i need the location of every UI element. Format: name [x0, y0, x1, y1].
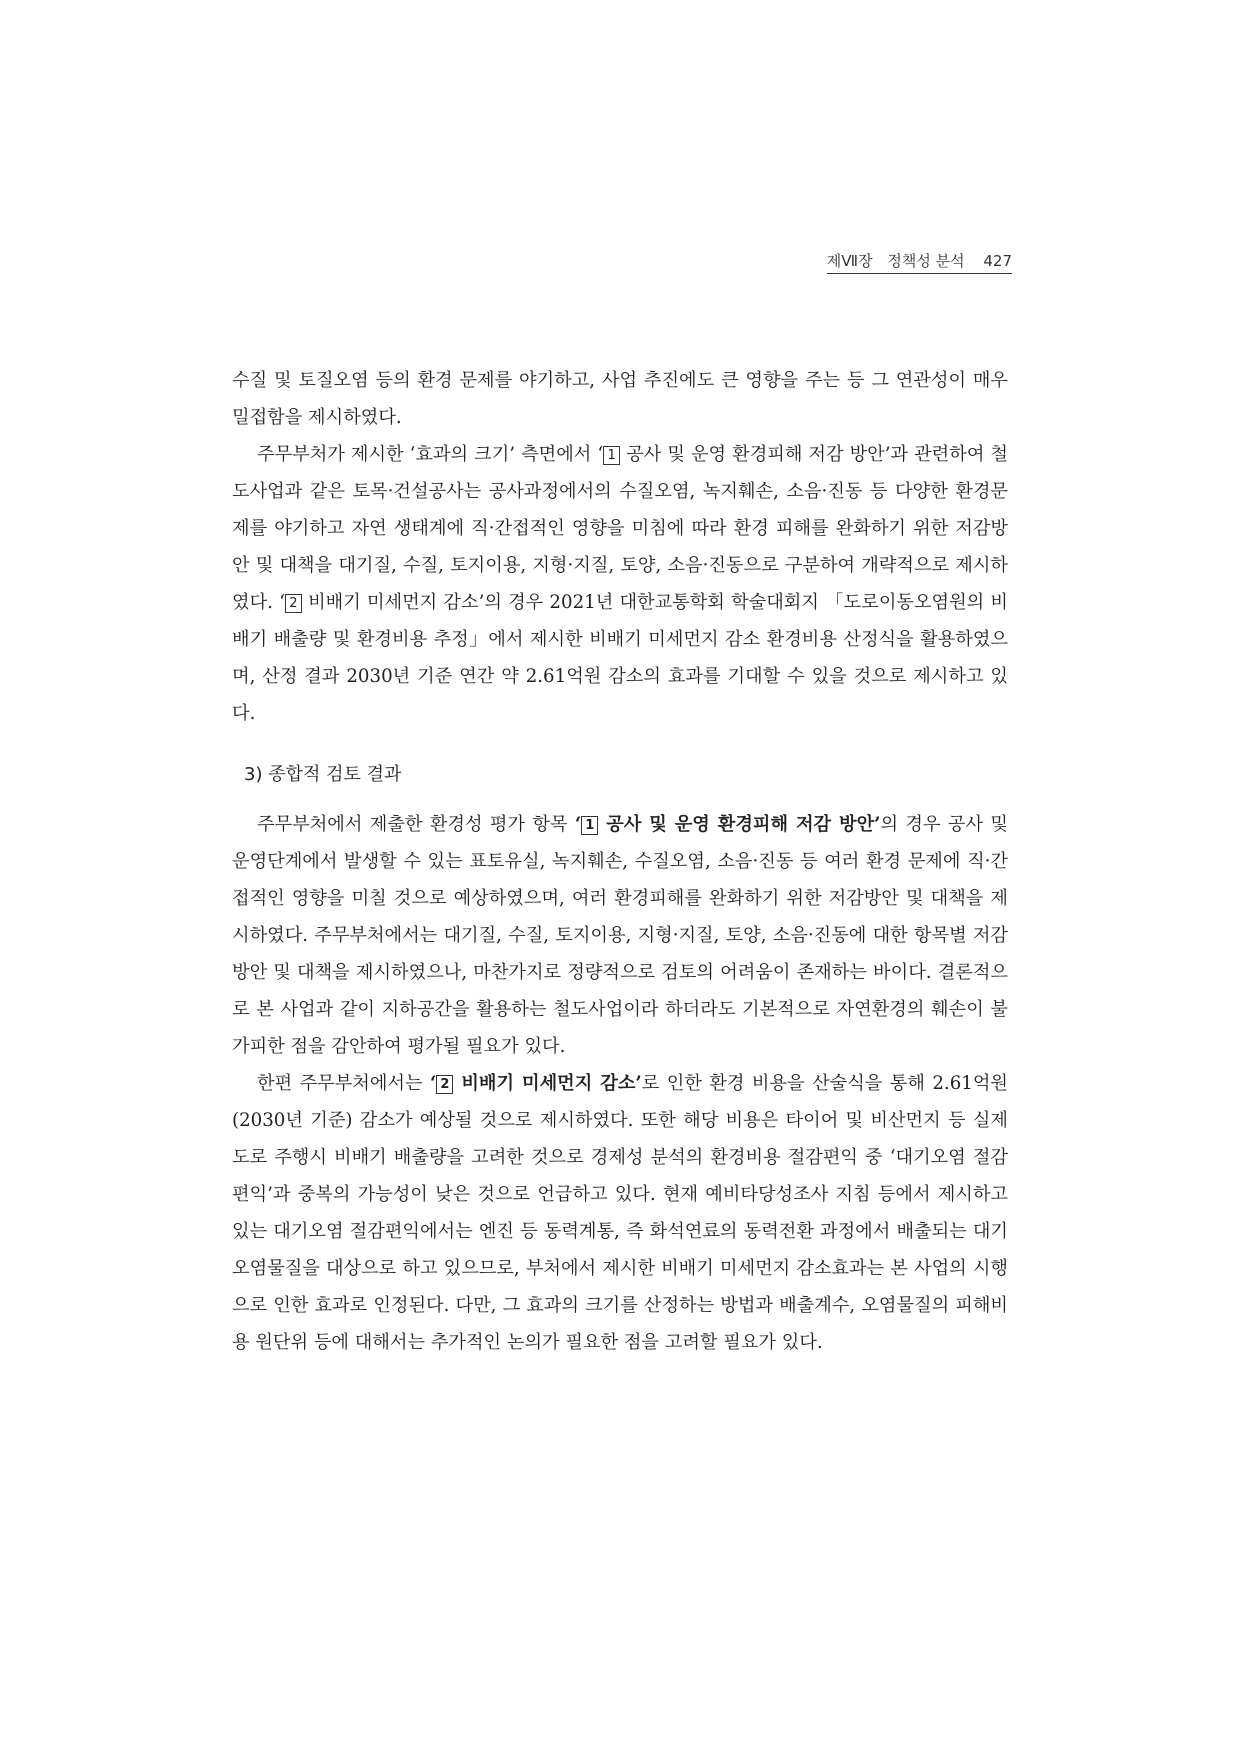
emphasis-open-quote: ‘	[430, 1073, 437, 1094]
paragraph-2-text-a: 주무부처가 제시한 ‘효과의 크기’ 측면에서 ‘	[257, 444, 604, 465]
emphasis-open-quote: ‘	[574, 814, 582, 835]
paragraph-4-emphasis	[430, 1073, 642, 1094]
emphasis-text: 비배기 미세먼지 감소’	[453, 1073, 642, 1094]
section-title: 정책성 분석	[887, 252, 965, 270]
paragraph-4-text-b: 로 인한 환경 비용을 산술식을 통해 2.61억원(2030년 기준) 감소가 예상될 것으로 제시하였다. 또한 해당 비용은 타이어 및 비산먼지 등 실제 도로 주행시 비배기 배출량을 고려한 것으로 경제성 분석의 환경비용 절감편익 중 ‘대기오염 절감편익’과 중복의 가능성이 낮은 것으로 언급하고 있다. 현재 예비타당성조사 지침 등에서 제시하고 있는 대기오염 절감편익에서는 엔진 등 동력계통, 즉 화석연료의 동력전환 과정에서 배출되는 대기오염물질을 대상으로 하고 있으므로, 부처에서 제시한 비배기 미세먼지 감소효과는 본 사업의 시행으로 인한 효과로 인정된다. 다만, 그 효과의 크기를 산정하는 방법과 배출계수, 오염물질의 피해비용 원단위 등에 대해서는 추가적인 논의가 필요한 점을 고려할 필요가 있다.	[232, 1073, 1008, 1353]
emphasis-text: 공사 및 운영 환경피해 저감 방안’	[598, 814, 881, 835]
paragraph-4	[232, 1065, 1008, 1361]
page-number: 427	[983, 252, 1012, 270]
paragraph-3-text-a: 주무부처에서 제출한 환경성 평가 항목	[257, 814, 575, 835]
paragraph-2-text-b: 공사 및 운영 환경피해 저감 방안’과 관련하여 철도사업과 같은 토목·건설공사는 공사과정에서의 수질오염, 녹지훼손, 소음·진동 등 다양한 환경문제를 야기하고 자연 생태계에 직·간접적인 영향을 미침에 따라 환경 피해를 완화하기 위한 저감방안 및 대책을 대기질, 수질, 토지이용, 지형·지질, 토양, 소음·진동으로 구분하여 개략적으로 제시하였다. ‘	[232, 444, 1008, 613]
item-2-box: 2	[436, 1075, 453, 1094]
body-text	[232, 362, 1008, 1361]
chapter-label: 제Ⅶ장	[826, 252, 873, 270]
section-heading: 3) 종합적 검토 결과	[244, 764, 402, 785]
paragraph-1	[232, 362, 1008, 436]
paragraph-1-text: 수질 및 토질오염 등의 환경 문제를 야기하고, 사업 추진에도 큰 영향을 주는 등 그 연관성이 매우 밀접함을 제시하였다.	[232, 370, 1008, 428]
item-2-box: 2	[285, 594, 302, 613]
paragraph-4-text-a: 한편 주무부처에서는	[257, 1073, 430, 1094]
paragraph-2	[232, 436, 1008, 732]
running-header	[827, 250, 1012, 274]
paragraph-3	[232, 806, 1008, 1065]
paragraph-3-emphasis	[575, 814, 881, 835]
paragraph-3-text-b: 의 경우 공사 및 운영단계에서 발생할 수 있는 표토유실, 녹지훼손, 수질오염, 소음·진동 등 여러 환경 문제에 직·간접적인 영향을 미칠 것으로 예상하였으며, 여러 환경피해를 완화하기 위한 저감방안 및 대책을 제시하였다. 주무부처에서는 대기질, 수질, 토지이용, 지형·지질, 토양, 소음·진동에 대한 항목별 저감 방안 및 대책을 제시하였으나, 마찬가지로 정량적으로 검토의 어려움이 존재하는 바이다. 결론적으로 본 사업과 같이 지하공간을 활용하는 철도사업이라 하더라도 기본적으로 자연환경의 훼손이 불가피한 점을 감안하여 평가될 필요가 있다.	[232, 814, 1008, 1057]
item-1-box: 1	[581, 816, 598, 835]
paragraph-2-text-c: 비배기 미세먼지 감소’의 경우 2021년 대한교통학회 학술대회지 「도로이동오염원의 비배기 배출량 및 환경비용 추정」에서 제시한 비배기 미세먼지 감소 환경비용 산정식을 활용하였으며, 산정 결과 2030년 기준 연간 약 2.61억원 감소의 효과를 기대할 수 있을 것으로 제시하고 있다.	[232, 592, 1008, 724]
item-1-box: 1	[603, 446, 620, 465]
